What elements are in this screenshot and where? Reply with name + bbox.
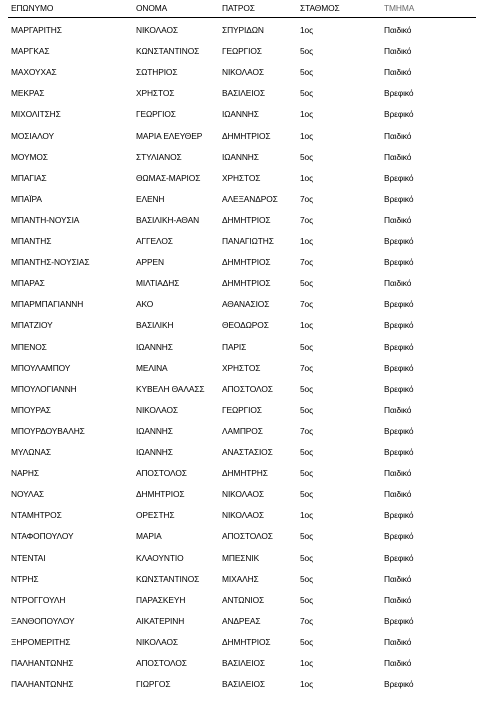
- table-row[interactable]: [0, 636, 480, 657]
- table-row[interactable]: [0, 425, 480, 446]
- cell-father[interactable]: ΑΘΑΝΑΣΙΟΣ: [222, 299, 270, 310]
- cell-name[interactable]: ΑΡΡΕΝ: [136, 257, 164, 268]
- cell-section[interactable]: Βρεφικό: [384, 679, 414, 690]
- cell-station[interactable]: 5ος: [300, 341, 314, 352]
- cell-surname[interactable]: ΜΠΟΥΛΑΜΠΟΥ: [11, 362, 71, 373]
- cell-section[interactable]: Παιδικό: [384, 636, 412, 647]
- cell-surname[interactable]: ΜΥΛΩΝΑΣ: [11, 447, 51, 457]
- cell-section[interactable]: Βρεφικό: [384, 552, 414, 563]
- cell-surname[interactable]: ΝΤΡΗΣ: [11, 573, 39, 584]
- cell-surname[interactable]: ΜΠΑΡΜΠΑΓΙΑΝΝΗ: [11, 299, 84, 310]
- cell-section[interactable]: Βρεφικό: [384, 510, 414, 521]
- cell-father[interactable]: ΔΗΜΗΤΡΗΣ: [222, 468, 268, 479]
- cell-section[interactable]: Παιδικό: [384, 468, 412, 479]
- cell-name[interactable]: ΠΑΡΑΣΚΕΥΗ: [136, 594, 186, 605]
- cell-station[interactable]: 7ος: [300, 193, 314, 204]
- header-section[interactable]: ΤΜΗΜΑ: [384, 3, 415, 13]
- cell-surname[interactable]: ΜΠΑΝΤΗΣ: [11, 236, 52, 246]
- cell-station[interactable]: 5ος: [300, 531, 314, 542]
- cell-father[interactable]: ΙΩΑΝΝΗΣ: [222, 151, 259, 162]
- cell-name[interactable]: ΧΡΗΣΤΟΣ: [136, 88, 175, 99]
- cell-surname[interactable]: ΜΠΟΥΡΑΣ: [11, 404, 51, 415]
- cell-section[interactable]: Βρεφικό: [384, 383, 414, 394]
- table-row[interactable]: [0, 446, 480, 467]
- cell-station[interactable]: 1ος: [300, 130, 314, 141]
- cell-name[interactable]: ΝΙΚΟΛΑΟΣ: [136, 404, 178, 415]
- cell-father[interactable]: ΠΑΡΙΣ: [222, 341, 247, 352]
- cell-surname[interactable]: ΝΟΥΛΑΣ: [11, 489, 45, 500]
- cell-father[interactable]: ΒΑΣΙΛΕΙΟΣ: [222, 658, 265, 668]
- table-row[interactable]: [0, 488, 480, 509]
- cell-father[interactable]: ΓΕΩΡΓΙΟΣ: [222, 46, 262, 57]
- cell-name[interactable]: ΔΗΜΗΤΡΙΟΣ: [136, 489, 185, 500]
- cell-section[interactable]: Βρεφικό: [384, 109, 414, 120]
- table-row[interactable]: [0, 509, 480, 530]
- cell-name[interactable]: ΒΑΣΙΛΙΚΗ-ΑΘΑΝ: [136, 214, 200, 225]
- cell-section[interactable]: Παιδικό: [384, 489, 412, 500]
- table-row[interactable]: [0, 277, 480, 298]
- cell-name[interactable]: ΕΛΕΝΗ: [136, 193, 165, 204]
- header-father[interactable]: ΠΑΤΡΟΣ: [222, 3, 255, 13]
- cell-father[interactable]: ΓΕΩΡΓΙΟΣ: [222, 404, 262, 415]
- cell-surname[interactable]: ΜΠΑΤΖΙΟΥ: [11, 320, 53, 331]
- cell-station[interactable]: 5ος: [300, 447, 314, 457]
- cell-section[interactable]: Παιδικό: [384, 151, 412, 162]
- cell-surname[interactable]: ΝΤΑΜΗΤΡΟΣ: [11, 510, 62, 521]
- cell-section[interactable]: Βρεφικό: [384, 299, 414, 310]
- cell-surname[interactable]: ΠΑΛΗΑΝΤΩΝΗΣ: [11, 679, 74, 690]
- cell-father[interactable]: ΙΩΑΝΝΗΣ: [222, 109, 259, 120]
- cell-father[interactable]: ΧΡΗΣΤΟΣ: [222, 362, 261, 373]
- cell-section[interactable]: Βρεφικό: [384, 320, 414, 331]
- table-row[interactable]: [0, 530, 480, 551]
- cell-surname[interactable]: ΝΤΑΦΟΠΟΥΛΟΥ: [11, 531, 74, 542]
- cell-name[interactable]: ΜΙΛΤΙΑΔΗΣ: [136, 278, 180, 289]
- cell-station[interactable]: 7ος: [300, 257, 314, 268]
- cell-station[interactable]: 7ος: [300, 214, 314, 225]
- table-row[interactable]: [0, 256, 480, 277]
- table-row[interactable]: [0, 24, 480, 45]
- cell-section[interactable]: Παιδικό: [384, 46, 412, 57]
- cell-surname[interactable]: ΜΠΑΪΡΑ: [11, 193, 42, 204]
- cell-name[interactable]: ΚΥΒΕΛΗ ΘΑΛΑΣΣ: [136, 383, 205, 394]
- cell-father[interactable]: ΝΙΚΟΛΑΟΣ: [222, 510, 264, 521]
- cell-name[interactable]: ΑΠΟΣΤΟΛΟΣ: [136, 468, 187, 479]
- cell-father[interactable]: ΒΑΣΙΛΕΙΟΣ: [222, 679, 265, 690]
- cell-station[interactable]: 5ος: [300, 151, 314, 162]
- cell-name[interactable]: ΑΠΟΣΤΟΛΟΣ: [136, 658, 187, 668]
- table-row[interactable]: [0, 214, 480, 235]
- cell-section[interactable]: Βρεφικό: [384, 531, 414, 542]
- cell-section[interactable]: Βρεφικό: [384, 447, 414, 457]
- cell-name[interactable]: ΜΕΛΙΝΑ: [136, 362, 168, 373]
- cell-surname[interactable]: ΜΠΟΥΡΔΟΥΒΑΛΗΣ: [11, 425, 85, 436]
- cell-station[interactable]: 1ος: [300, 236, 314, 246]
- cell-father[interactable]: ΑΝΤΩΝΙΟΣ: [222, 594, 265, 605]
- cell-father[interactable]: ΑΝΔΡΕΑΣ: [222, 615, 261, 626]
- cell-father[interactable]: ΝΙΚΟΛΑΟΣ: [222, 489, 264, 500]
- cell-station[interactable]: 5ος: [300, 88, 314, 99]
- cell-section[interactable]: Παιδικό: [384, 214, 412, 225]
- cell-name[interactable]: ΣΤΥΛΙΑΝΟΣ: [136, 151, 182, 162]
- cell-surname[interactable]: ΜΠΑΝΤΗ-ΝΟΥΣΙΑ: [11, 214, 80, 225]
- cell-name[interactable]: ΚΩΝΣΤΑΝΤΙΝΟΣ: [136, 46, 200, 57]
- cell-name[interactable]: ΝΙΚΟΛΑΟΣ: [136, 25, 178, 35]
- table-row[interactable]: [0, 130, 480, 151]
- cell-name[interactable]: ΣΩΤΗΡΙΟΣ: [136, 67, 178, 78]
- cell-father[interactable]: ΠΑΝΑΓΙΩΤΗΣ: [222, 236, 274, 246]
- cell-father[interactable]: ΑΠΟΣΤΟΛΟΣ: [222, 531, 273, 542]
- cell-name[interactable]: ΟΡΕΣΤΗΣ: [136, 510, 175, 521]
- cell-name[interactable]: ΜΑΡΙΑ: [136, 531, 162, 542]
- cell-father[interactable]: ΛΑΜΠΡΟΣ: [222, 425, 263, 436]
- cell-station[interactable]: 1ος: [300, 658, 314, 668]
- cell-station[interactable]: 5ος: [300, 573, 314, 584]
- table-row[interactable]: [0, 87, 480, 108]
- cell-name[interactable]: ΙΩΑΝΝΗΣ: [136, 447, 173, 457]
- cell-surname[interactable]: ΜΙΧΟΛΙΤΣΗΣ: [11, 109, 61, 120]
- cell-section[interactable]: Βρεφικό: [384, 341, 414, 352]
- cell-surname[interactable]: ΜΟΣΙΑΛΟΥ: [11, 130, 55, 141]
- cell-surname[interactable]: ΜΠΑΝΤΗΣ-ΝΟΥΣΙΑΣ: [11, 257, 90, 268]
- cell-surname[interactable]: ΜΠΕΝΟΣ: [11, 341, 47, 352]
- cell-section[interactable]: Παιδικό: [384, 658, 412, 668]
- cell-surname[interactable]: ΝΤΕΝΤΑΙ: [11, 552, 46, 563]
- cell-station[interactable]: 5ος: [300, 383, 314, 394]
- cell-surname[interactable]: ΜΠΟΥΛΟΓΙΑΝΝΗ: [11, 383, 77, 394]
- table-row[interactable]: [0, 657, 480, 678]
- cell-station[interactable]: 1ος: [300, 679, 314, 690]
- cell-station[interactable]: 7ος: [300, 362, 314, 373]
- table-row[interactable]: [0, 151, 480, 172]
- cell-father[interactable]: ΔΗΜΗΤΡΙΟΣ: [222, 130, 271, 141]
- cell-name[interactable]: ΙΩΑΝΝΗΣ: [136, 341, 173, 352]
- cell-station[interactable]: 5ος: [300, 489, 314, 500]
- cell-surname[interactable]: ΜΠΑΓΙΑΣ: [11, 172, 47, 183]
- cell-section[interactable]: Παιδικό: [384, 278, 412, 289]
- cell-section[interactable]: Βρεφικό: [384, 615, 414, 626]
- cell-surname[interactable]: ΞΑΝΘΟΠΟΥΛΟΥ: [11, 615, 75, 626]
- cell-surname[interactable]: ΝΤΡΟΓΓΟΥΛΗ: [11, 594, 66, 605]
- cell-surname[interactable]: ΜΟΥΜΟΣ: [11, 151, 48, 162]
- table-row[interactable]: [0, 108, 480, 129]
- cell-section[interactable]: Βρεφικό: [384, 88, 414, 99]
- cell-station[interactable]: 7ος: [300, 615, 314, 626]
- cell-station[interactable]: 1ος: [300, 172, 314, 183]
- cell-surname[interactable]: ΠΑΛΗΑΝΤΩΝΗΣ: [11, 658, 74, 668]
- cell-station[interactable]: 1ος: [300, 109, 314, 120]
- cell-section[interactable]: Παιδικό: [384, 130, 412, 141]
- cell-father[interactable]: ΔΗΜΗΤΡΙΟΣ: [222, 636, 271, 647]
- cell-father[interactable]: ΣΠΥΡΙΔΩΝ: [222, 25, 264, 35]
- cell-station[interactable]: 7ος: [300, 425, 314, 436]
- cell-father[interactable]: ΒΑΣΙΛΕΙΟΣ: [222, 88, 265, 99]
- cell-station[interactable]: 5ος: [300, 404, 314, 415]
- table-row[interactable]: [0, 552, 480, 573]
- cell-section[interactable]: Παιδικό: [384, 594, 412, 605]
- cell-station[interactable]: 5ος: [300, 468, 314, 479]
- cell-name[interactable]: ΝΙΚΟΛΑΟΣ: [136, 636, 178, 647]
- cell-surname[interactable]: ΜΑΡΓΚΑΣ: [11, 46, 50, 57]
- cell-name[interactable]: ΑΚΟ: [136, 299, 154, 310]
- cell-station[interactable]: 5ος: [300, 67, 314, 78]
- cell-section[interactable]: Βρεφικό: [384, 172, 414, 183]
- cell-father[interactable]: ΑΠΟΣΤΟΛΟΣ: [222, 383, 273, 394]
- cell-station[interactable]: 5ος: [300, 278, 314, 289]
- header-name[interactable]: ΟΝΟΜΑ: [136, 3, 168, 13]
- table-row[interactable]: [0, 594, 480, 615]
- table-row[interactable]: [0, 319, 480, 340]
- cell-station[interactable]: 5ος: [300, 552, 314, 563]
- cell-name[interactable]: ΘΩΜΑΣ-ΜΑΡΙΟΣ: [136, 172, 201, 183]
- table-row[interactable]: [0, 341, 480, 362]
- cell-section[interactable]: Βρεφικό: [384, 236, 414, 246]
- cell-name[interactable]: ΜΑΡΙΑ ΕΛΕΥΘΕΡ: [136, 130, 203, 141]
- cell-surname[interactable]: ΜΑΡΓΑΡΙΤΗΣ: [11, 25, 62, 35]
- cell-station[interactable]: 1ος: [300, 510, 314, 521]
- cell-station[interactable]: 5ος: [300, 636, 314, 647]
- table-row[interactable]: [0, 66, 480, 87]
- table-row[interactable]: [0, 298, 480, 319]
- cell-surname[interactable]: ΜΕΚΡΑΣ: [11, 88, 45, 99]
- table-row[interactable]: [0, 235, 480, 256]
- cell-father[interactable]: ΔΗΜΗΤΡΙΟΣ: [222, 214, 271, 225]
- cell-name[interactable]: ΚΩΝΣΤΑΝΤΙΝΟΣ: [136, 573, 200, 584]
- table-row[interactable]: [0, 45, 480, 66]
- header-surname[interactable]: ΕΠΩΝΥΜΟ: [11, 3, 54, 13]
- cell-name[interactable]: ΓΕΩΡΓΙΟΣ: [136, 109, 176, 120]
- cell-father[interactable]: ΑΝΑΣΤΑΣΙΟΣ: [222, 447, 273, 457]
- cell-name[interactable]: ΚΛΑΟΥΝΤΙΟ: [136, 552, 184, 563]
- cell-surname[interactable]: ΜΠΑΡΑΣ: [11, 278, 45, 289]
- cell-section[interactable]: Βρεφικό: [384, 362, 414, 373]
- cell-section[interactable]: Παιδικό: [384, 404, 412, 415]
- cell-station[interactable]: 7ος: [300, 299, 314, 310]
- cell-name[interactable]: ΑΙΚΑΤΕΡΙΝΗ: [136, 615, 185, 626]
- cell-father[interactable]: ΜΙΧΑΛΗΣ: [222, 573, 259, 584]
- table-row[interactable]: [0, 193, 480, 214]
- cell-surname[interactable]: ΞΗΡΟΜΕΡΙΤΗΣ: [11, 636, 71, 647]
- cell-father[interactable]: ΝΙΚΟΛΑΟΣ: [222, 67, 264, 78]
- table-row[interactable]: [0, 467, 480, 488]
- table-row[interactable]: [0, 172, 480, 193]
- cell-name[interactable]: ΒΑΣΙΛΙΚΗ: [136, 320, 174, 331]
- cell-station[interactable]: 5ος: [300, 46, 314, 57]
- cell-section[interactable]: Βρεφικό: [384, 257, 414, 268]
- table-row[interactable]: [0, 615, 480, 636]
- cell-station[interactable]: 1ος: [300, 25, 314, 35]
- table-row[interactable]: [0, 678, 480, 699]
- table-row[interactable]: [0, 383, 480, 404]
- table-row[interactable]: [0, 573, 480, 594]
- cell-father[interactable]: ΑΛΕΞΑΝΔΡΟΣ: [222, 193, 278, 204]
- cell-surname[interactable]: ΜΑΧΟΥΧΑΣ: [11, 67, 57, 78]
- header-station[interactable]: ΣΤΑΘΜΟΣ: [300, 3, 340, 13]
- cell-father[interactable]: ΔΗΜΗΤΡΙΟΣ: [222, 257, 271, 268]
- cell-section[interactable]: Βρεφικό: [384, 193, 414, 204]
- cell-name[interactable]: ΙΩΑΝΝΗΣ: [136, 425, 173, 436]
- cell-name[interactable]: ΓΙΩΡΓΟΣ: [136, 679, 171, 690]
- table-row[interactable]: [0, 362, 480, 383]
- cell-station[interactable]: 1ος: [300, 320, 314, 331]
- cell-section[interactable]: Παιδικό: [384, 573, 412, 584]
- cell-father[interactable]: ΜΠΕΣΝΙΚ: [222, 552, 260, 563]
- cell-section[interactable]: Παιδικό: [384, 25, 412, 35]
- cell-father[interactable]: ΧΡΗΣΤΟΣ: [222, 172, 261, 183]
- cell-section[interactable]: Παιδικό: [384, 67, 412, 78]
- cell-father[interactable]: ΔΗΜΗΤΡΙΟΣ: [222, 278, 271, 289]
- cell-surname[interactable]: ΝΑΡΗΣ: [11, 468, 39, 479]
- cell-station[interactable]: 5ος: [300, 594, 314, 605]
- cell-name[interactable]: ΑΓΓΕΛΟΣ: [136, 236, 173, 246]
- cell-section[interactable]: Βρεφικό: [384, 425, 414, 436]
- cell-father[interactable]: ΘΕΟΔΩΡΟΣ: [222, 320, 269, 331]
- table-row[interactable]: [0, 404, 480, 425]
